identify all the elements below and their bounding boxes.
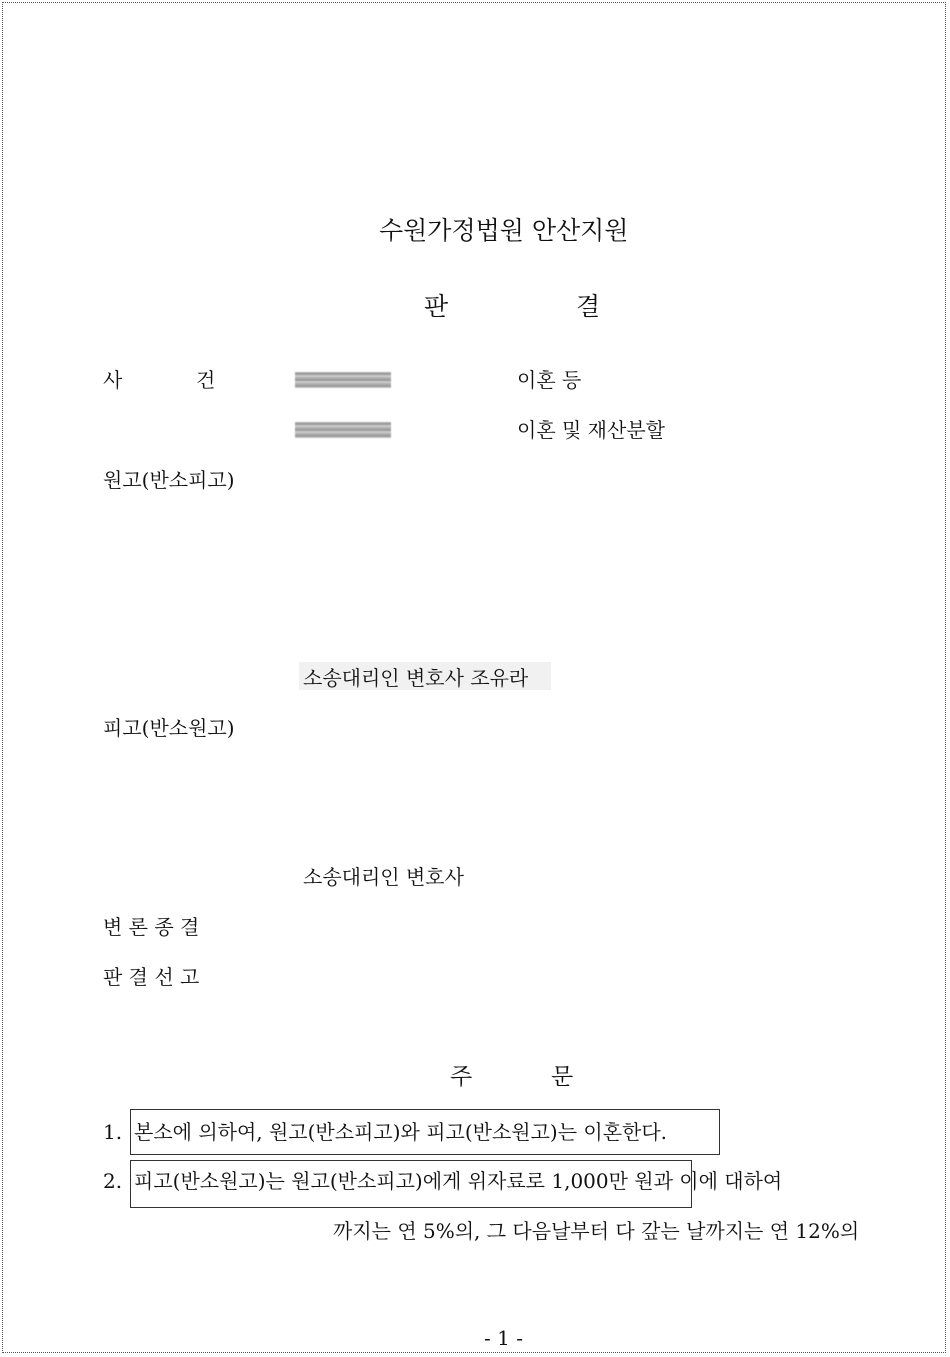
order-item-2-text: 피고(반소원고)는 원고(반소피고)에게 위자료로 1,000만 원과 이에 대하여 — [134, 1169, 783, 1193]
order-item-1-text: 본소에 의하여, 원고(반소피고)와 피고(반소원고)는 이혼한다. — [134, 1120, 668, 1144]
case-label-part-2: 건 — [196, 368, 216, 392]
court-name: 수원가정법원 안산지원 — [379, 216, 629, 245]
sentencing-label: 판 결 선 고 — [103, 965, 200, 989]
case-label-part-1: 사 — [103, 368, 123, 392]
judgment-title-part-2: 결 — [576, 292, 601, 321]
defendant-label: 피고(반소원고) — [103, 716, 235, 740]
order-item-1-number: 1. — [103, 1120, 123, 1144]
page-number: - 1 - — [484, 1326, 523, 1350]
hearing-end-label: 변 론 종 결 — [103, 915, 200, 939]
plaintiff-label: 원고(반소피고) — [103, 468, 235, 492]
defendant-counsel: 소송대리인 변호사 — [303, 865, 464, 889]
document-page — [2, 2, 946, 1353]
case-type-2: 이혼 및 재산분할 — [517, 418, 665, 442]
order-item-2-number: 2. — [103, 1169, 123, 1193]
redacted-case-number-1 — [295, 372, 391, 388]
order-title-part-2: 문 — [551, 1064, 574, 1090]
redacted-case-number-2 — [295, 422, 391, 438]
order-title-part-1: 주 — [450, 1064, 473, 1090]
judgment-title-part-1: 판 — [424, 292, 449, 321]
order-item-2-continuation: 까지는 연 5%의, 그 다음날부터 다 갚는 날까지는 연 12%의 — [333, 1219, 860, 1243]
plaintiff-counsel: 소송대리인 변호사 조유라 — [303, 666, 529, 690]
case-type-1: 이혼 등 — [517, 368, 582, 392]
